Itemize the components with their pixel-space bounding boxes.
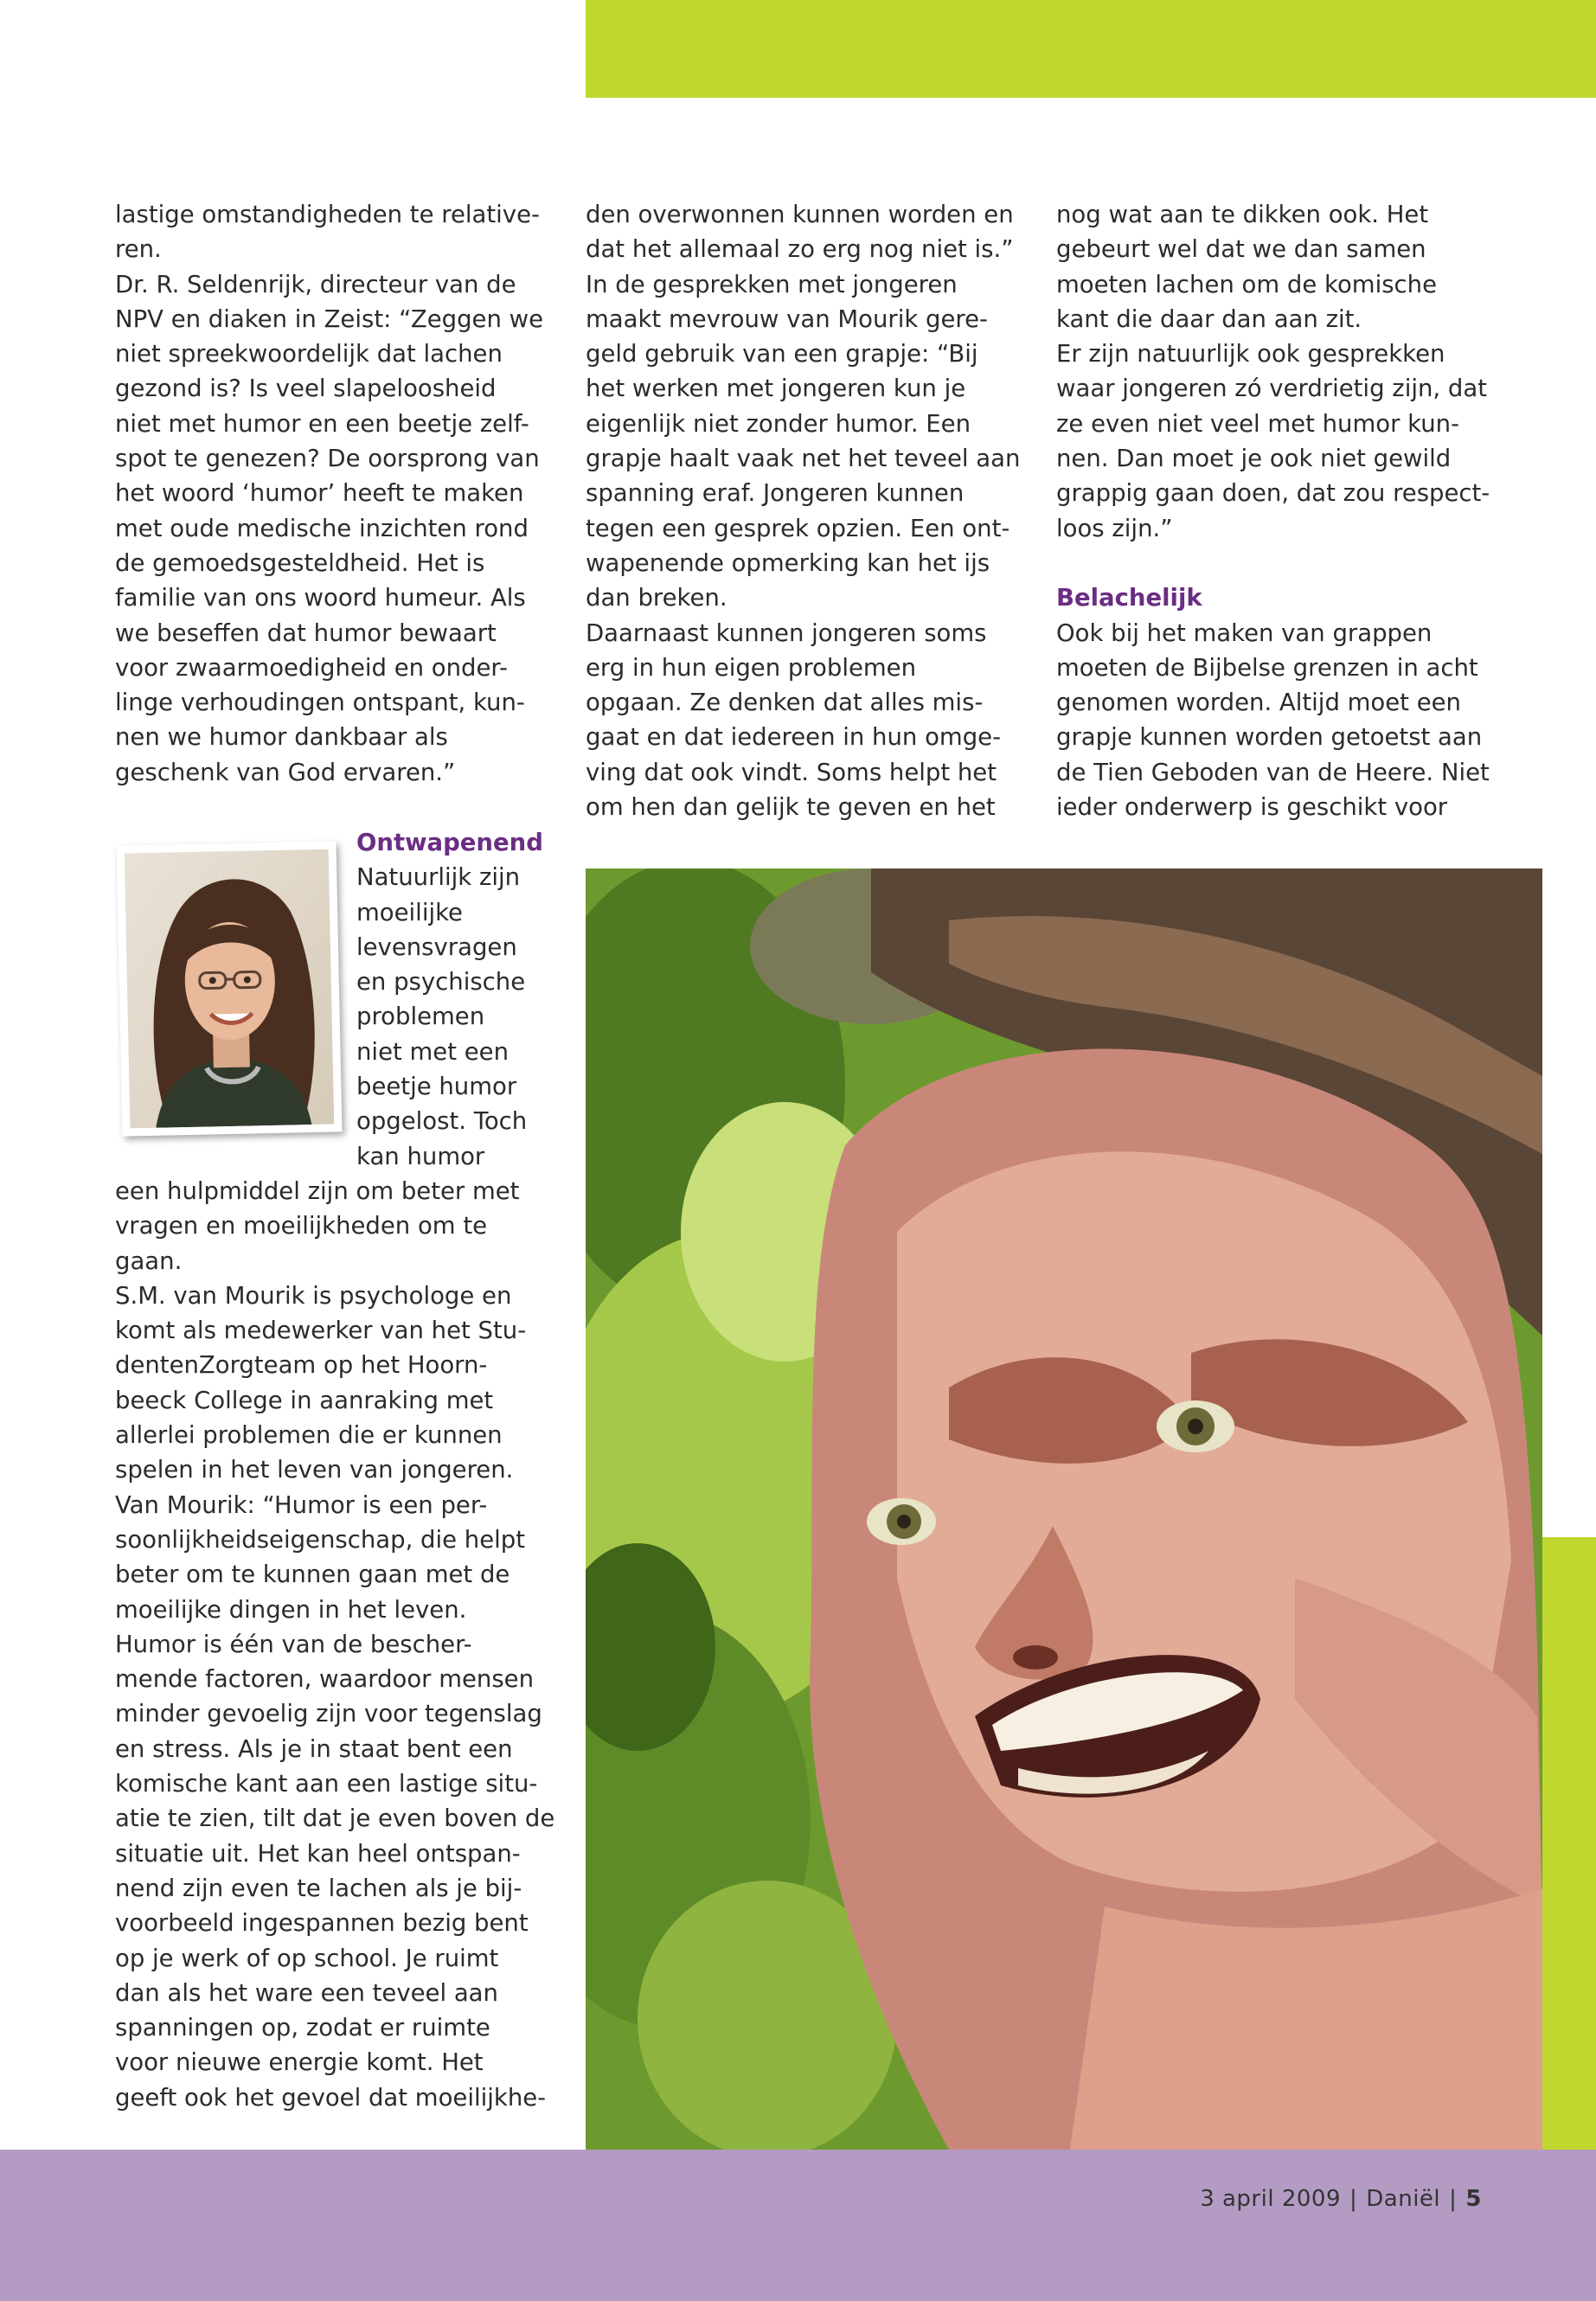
text-line: voor zwaarmoedigheid en onder- [115, 653, 508, 682]
subheading-belachelijk: Belachelijk [1056, 584, 1202, 612]
column-3 [1056, 197, 1490, 824]
page-number: 5 [1465, 2186, 1482, 2212]
text-line: het werken met jongeren kun je [586, 375, 966, 403]
text-line: Dr. R. Seldenrijk, directeur van de [115, 270, 516, 298]
column-1-bottom [115, 1174, 554, 2115]
text-line: erg in hun eigen problemen [586, 653, 917, 682]
text-line: allerlei problemen die er kunnen [115, 1421, 503, 1450]
text-line: beetje humor [356, 1073, 517, 1101]
footer-band [0, 2150, 1596, 2301]
text-line: dan breken. [586, 584, 727, 612]
text-line: dat het allemaal zo erg nog niet is.” [586, 235, 1014, 264]
text-line: spanning eraf. Jongeren kunnen [586, 479, 965, 508]
text-line: komische kant aan een lastige situ- [115, 1770, 538, 1798]
issue-date: 3 april 2009 [1200, 2186, 1341, 2212]
page-footer [1200, 2186, 1482, 2212]
text-line: niet met een [356, 1037, 510, 1066]
text-line: levensvragen [356, 933, 517, 961]
text-line: Van Mourik: “Humor is een per- [115, 1490, 488, 1519]
text-line: maakt mevrouw van Mourik gere- [586, 304, 988, 333]
text-line: moeten de Bijbelse grenzen in acht [1056, 653, 1478, 682]
text-line: beeck College in aanraking met [115, 1386, 494, 1414]
text-line: ieder onderwerp is geschikt voor [1056, 793, 1448, 822]
text-line: beter om te kunnen gaan met de [115, 1561, 510, 1589]
text-line: nog wat aan te dikken ook. Het [1056, 201, 1429, 228]
text-line: de gemoedsgesteldheid. Het is [115, 548, 485, 577]
text-line: familie van ons woord humeur. Als [115, 584, 526, 612]
text-line: voor nieuwe energie komt. Het [115, 2048, 484, 2077]
text-line: loos zijn.” [1056, 514, 1173, 542]
text-line: grappig gaan doen, dat zou respect- [1056, 479, 1490, 508]
text-line: ving dat ook vindt. Soms helpt het [586, 758, 997, 786]
text-line: problemen [356, 1003, 485, 1031]
text-line: gaan. [115, 1247, 183, 1275]
right-green-bar [1542, 1537, 1596, 2150]
column-2 [586, 197, 1020, 824]
text-line: den overwonnen kunnen worden en [586, 201, 1014, 228]
column-1-wrap [356, 825, 543, 1174]
text-line: opgaan. Ze denken dat alles mis- [586, 689, 984, 717]
text-line: kan humor [356, 1142, 485, 1170]
text-line: wapenende opmerking kan het ijs [586, 548, 990, 577]
text-line: niet spreekwoordelijk dat lachen [115, 340, 503, 369]
text-line: het woord ‘humor’ heeft te maken [115, 479, 524, 508]
text-line: In de gesprekken met jongeren [586, 270, 958, 298]
text-line: we beseffen dat humor bewaart [115, 619, 497, 647]
text-line: linge verhoudingen ontspant, kun- [115, 689, 525, 717]
text-line: grapje kunnen worden getoetst aan [1056, 723, 1483, 752]
text-line: atie te zien, tilt dat je even boven de [115, 1804, 555, 1833]
text-line: soonlijkheidseigenschap, die helpt [115, 1525, 526, 1554]
text-line: geld gebruik van een grapje: “Bij [586, 340, 978, 369]
text-line: met oude medische inzichten rond [115, 514, 529, 542]
top-green-bar [586, 0, 1596, 98]
separator: | [1449, 2186, 1458, 2212]
text-line: gebeurt wel dat we dan samen [1056, 235, 1426, 264]
text-line: waar jongeren zó verdrietig zijn, dat [1056, 375, 1487, 403]
text-line: nend zijn even te lachen als je bij- [115, 1874, 522, 1902]
text-line: en psychische [356, 968, 526, 997]
text-line: S.M. van Mourik is psychologe en [115, 1281, 512, 1310]
text-line: komt als medewerker van het Stu- [115, 1317, 527, 1345]
text-line: de Tien Geboden van de Heere. Niet [1056, 758, 1490, 786]
separator: | [1349, 2186, 1358, 2212]
magazine-name: Daniël [1366, 2186, 1441, 2212]
text-line: voorbeeld ingespannen bezig bent [115, 1909, 529, 1938]
text-line: lastige omstandigheden te relative- [115, 201, 540, 228]
text-line: NPV en diaken in Zeist: “Zeggen we [115, 304, 544, 333]
text-line: en stress. Als je in staat bent een [115, 1734, 513, 1763]
text-line: moeilijke [356, 898, 463, 926]
text-line: minder gevoelig zijn voor tegenslag [115, 1700, 542, 1728]
text-line: gaat en dat iedereen in hun omge- [586, 723, 1002, 752]
text-line: Humor is één van de bescher- [115, 1630, 472, 1658]
text-line: moeilijke dingen in het leven. [115, 1595, 467, 1624]
text-line: mende factoren, waardoor mensen [115, 1665, 535, 1694]
text-line: opgelost. Toch [356, 1107, 528, 1136]
text-line: geeft ook het gevoel dat moeilijkhe- [115, 2083, 547, 2112]
portrait-image [125, 849, 335, 1129]
text-line: Er zijn natuurlijk ook gesprekken [1056, 340, 1445, 369]
smiling-boy-photo [586, 868, 1542, 2150]
text-line: nen we humor dankbaar als [115, 723, 448, 752]
text-line: geschenk van God ervaren.” [115, 758, 456, 786]
text-line: kant die daar dan aan zit. [1056, 304, 1362, 333]
text-line: vragen en moeilijkheden om te [115, 1212, 488, 1240]
text-line: tegen een gesprek opzien. Een ont- [586, 514, 1010, 542]
text-line: Natuurlijk zijn [356, 863, 521, 892]
text-line: om hen dan gelijk te geven en het [586, 793, 996, 822]
text-line: dentenZorgteam op het Hoorn- [115, 1351, 488, 1380]
text-line: genomen worden. Altijd moet een [1056, 689, 1461, 717]
column-1-top [115, 197, 543, 790]
text-line: grapje haalt vaak net het teveel aan [586, 445, 1021, 473]
text-line: spanningen op, zodat er ruimte [115, 2014, 490, 2042]
text-line: spot te genezen? De oorsprong van [115, 445, 540, 473]
text-line: ze even niet veel met humor kun- [1056, 409, 1459, 438]
text-line: spelen in het leven van jongeren. [115, 1456, 514, 1484]
text-line: niet met humor en een beetje zelf- [115, 409, 529, 438]
text-line: Daarnaast kunnen jongeren soms [586, 619, 987, 647]
text-line: een hulpmiddel zijn om beter met [115, 1177, 520, 1205]
text-line: nen. Dan moet je ook niet gewild [1056, 445, 1452, 473]
text-line: dan als het ware een teveel aan [115, 1978, 498, 2007]
text-line: moeten lachen om de komische [1056, 270, 1437, 298]
text-line: op je werk of op school. Je ruimt [115, 1944, 499, 1972]
subheading-ontwapenend: Ontwapenend [356, 829, 543, 856]
text-line: Ook bij het maken van grappen [1056, 619, 1433, 647]
smiling-boy-image [586, 868, 1542, 2150]
text-line: eigenlijk niet zonder humor. Een [586, 409, 971, 438]
text-line: ren. [115, 235, 162, 264]
text-line: situatie uit. Het kan heel ontspan- [115, 1839, 521, 1868]
spacer [1056, 546, 1490, 580]
text-line: gezond is? Is veel slapeloosheid [115, 375, 497, 403]
portrait-photo [117, 841, 343, 1136]
